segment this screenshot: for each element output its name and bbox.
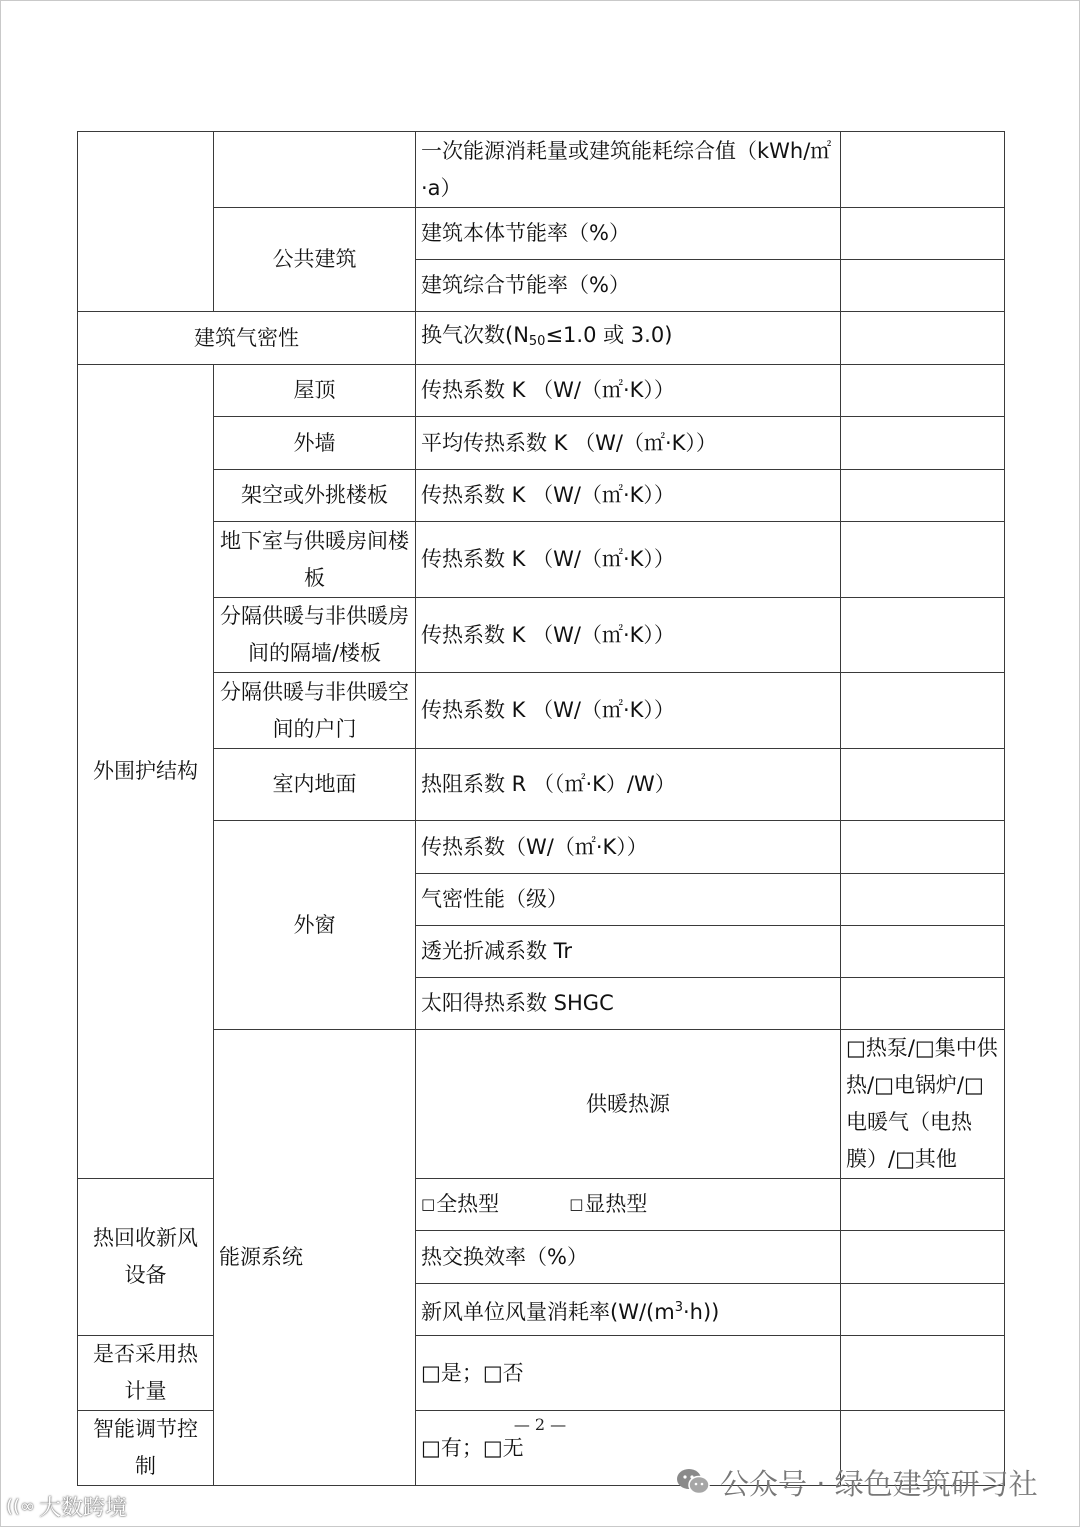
- table-row: [78, 417, 1005, 470]
- avg-k-value-label: 平均传热系数 K （W/（㎡·K））: [416, 417, 841, 470]
- k-value-label: 传热系数 K （W/（㎡·K））: [416, 522, 841, 598]
- value-cell: [841, 522, 1005, 598]
- partition-door-label: 分隔供暖与非供暖空间的户门: [214, 673, 416, 749]
- window-airtight-label: 气密性能（级）: [416, 874, 841, 926]
- checkbox-icon: □: [569, 1195, 584, 1213]
- air-change-label: 换气次数($N_{50}\le 1.0$ 或 3.0): [416, 312, 841, 365]
- watermark-brand-text: 大数跨境: [39, 1495, 128, 1521]
- window-k-label: 传热系数（W/（㎡·K））: [416, 821, 841, 874]
- blank-cell: [78, 132, 214, 312]
- k-value-label: 传热系数 K （W/（㎡·K））: [416, 365, 841, 417]
- table-row: [78, 470, 1005, 522]
- energy-indicator-table: [77, 131, 1005, 1486]
- table-row: [78, 821, 1005, 874]
- value-cell: [841, 132, 1005, 208]
- page-number: — 2 —: [513, 1415, 567, 1434]
- value-cell: [841, 312, 1005, 365]
- fan-power-label: 新风单位风量消耗率$(W/(m^3\cdot h))$: [416, 1284, 841, 1336]
- value-cell: [841, 470, 1005, 522]
- value-cell: [841, 598, 1005, 673]
- wechat-icon: [676, 1468, 710, 1496]
- table-row: [78, 132, 1005, 208]
- exchange-eff-label: 热交换效率（%）: [416, 1231, 841, 1284]
- body-saving-rate-label: 建筑本体节能率（%）: [416, 208, 841, 260]
- value-cell: [841, 1284, 1005, 1336]
- table-row: [78, 312, 1005, 365]
- k-value-label: 传热系数 K （W/（㎡·K））: [416, 673, 841, 749]
- value-cell: [841, 260, 1005, 312]
- table-row: [78, 522, 1005, 598]
- table-row: [78, 208, 1005, 260]
- value-cell: [841, 673, 1005, 749]
- r-value-label: 热阻系数 R （（㎡·K）/W）: [416, 749, 841, 821]
- value-cell: [841, 926, 1005, 978]
- value-cell: [841, 874, 1005, 926]
- smart-control-options: □有；□无: [416, 1411, 841, 1486]
- tr-label: 透光折减系数 Tr: [416, 926, 841, 978]
- blank-cell: [214, 132, 416, 208]
- table-row: [78, 673, 1005, 749]
- heat-source-label: 供暖热源: [416, 1030, 841, 1179]
- airtightness-label: 建筑气密性: [78, 312, 416, 365]
- value-cell: [841, 821, 1005, 874]
- k-value-label: 传热系数 K （W/（㎡·K））: [416, 470, 841, 522]
- value-cell: [841, 417, 1005, 470]
- watermark-brand: [6, 1490, 127, 1522]
- metering-label: 是否采用热计量: [78, 1336, 214, 1411]
- value-cell: [841, 1179, 1005, 1231]
- public-building-label: 公共建筑: [214, 208, 416, 312]
- watermark-wechat-text: 公众号 · 绿色建筑研习社: [720, 1466, 1038, 1501]
- table-row: [78, 365, 1005, 417]
- indoor-ground-label: 室内地面: [214, 749, 416, 821]
- value-cell: [841, 208, 1005, 260]
- value-cell: [841, 365, 1005, 417]
- heat-source-options: □热泵/□集中供热/□电锅炉/□电暖气（电热膜）/□其他: [841, 1030, 1005, 1179]
- table-row: [78, 1030, 1005, 1179]
- partition-wall-label: 分隔供暖与非供暖房间的隔墙/楼板: [214, 598, 416, 673]
- watermark-wechat: [676, 1462, 1038, 1502]
- value-cell: [841, 749, 1005, 821]
- outer-wall-label: 外墙: [214, 417, 416, 470]
- outer-window-label: 外窗: [214, 821, 416, 1030]
- basement-floor-label: 地下室与供暖房间楼板: [214, 522, 416, 598]
- roof-label: 屋顶: [214, 365, 416, 417]
- table-row: [78, 598, 1005, 673]
- value-cell: [841, 978, 1005, 1030]
- checkbox-icon: □: [421, 1195, 436, 1213]
- shgc-label: 太阳得热系数 SHGC: [416, 978, 841, 1030]
- brand-logo-icon: ((∞: [6, 1495, 36, 1517]
- table-row: [78, 749, 1005, 821]
- envelope-label: 外围护结构: [78, 365, 214, 1179]
- k-value-label: 传热系数 K （W/（㎡·K））: [416, 598, 841, 673]
- hrv-label: 热回收新风设备: [78, 1179, 214, 1336]
- primary-energy-label: 一次能源消耗量或建筑能耗综合值（kWh/㎡·a）: [416, 132, 841, 208]
- smart-control-label: 智能调节控制: [78, 1411, 214, 1486]
- overall-saving-rate-label: 建筑综合节能率（%）: [416, 260, 841, 312]
- hrv-type-options: □全热型 □显热型: [416, 1179, 841, 1231]
- value-cell: [841, 1231, 1005, 1284]
- metering-options: □是；□否: [416, 1336, 841, 1411]
- value-cell: [841, 1336, 1005, 1411]
- overhang-floor-label: 架空或外挑楼板: [214, 470, 416, 522]
- energy-system-label: 能源系统: [214, 1030, 416, 1486]
